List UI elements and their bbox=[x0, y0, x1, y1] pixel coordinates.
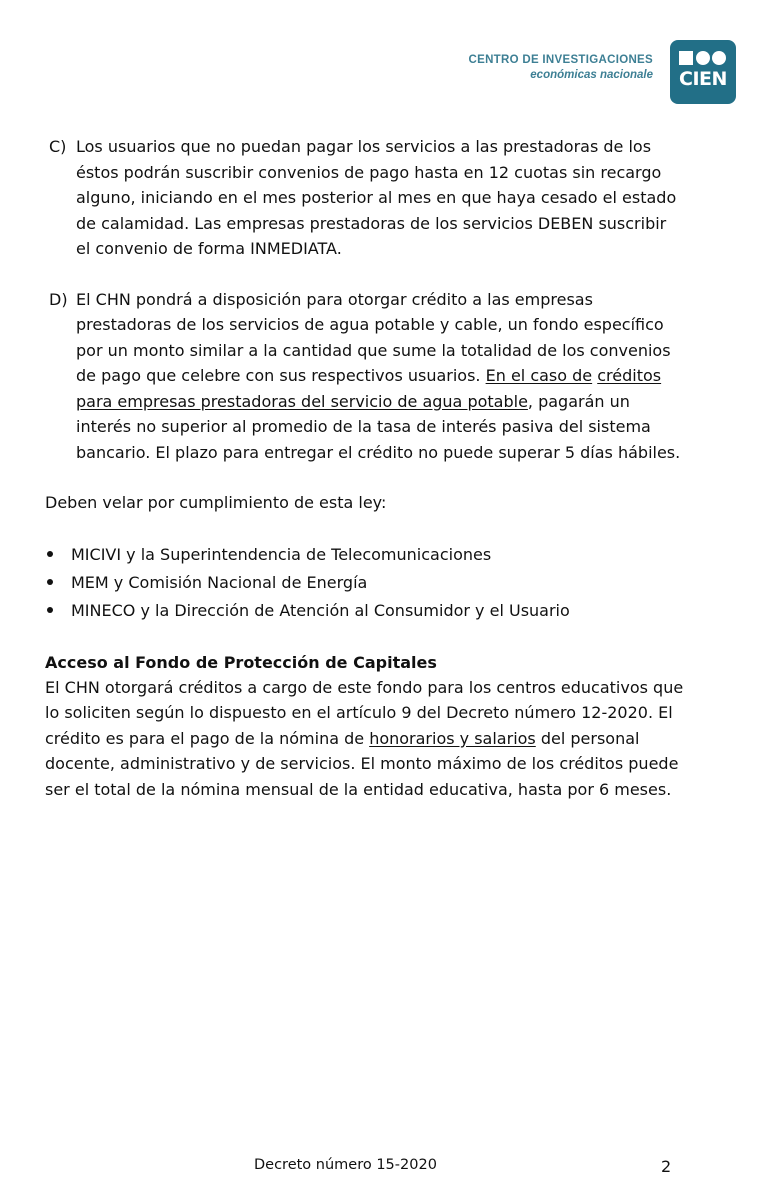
paragraph-part: El CHN otorgará créditos a cargo de este fondo para los centros educativos que lo soliciten según lo dispuesto en el artículo 9 del Decreto número 12-2020. El crédito es para el pago de la nómina de bbox=[45, 677, 684, 748]
item-text-part: El CHN pondrá a disposición para otorgar crédito a las empresas prestadoras de los servicios de agua potable y cable, un fondo específico por un monto similar a la cantidad que sume la totalidad de los convenios de pago que celebre con sus respectivos usuarios. bbox=[76, 289, 671, 385]
footer-title: Decreto número 15-2020 bbox=[254, 1157, 437, 1173]
logo-text: CIEN bbox=[679, 68, 727, 90]
list-item-c bbox=[45, 134, 685, 262]
paragraph-part: del personal docente, administrativo y de servicios. El monto máximo de los créditos puede ser el total de la nómina mensual de la entidad educativa, hasta por 6 meses. bbox=[45, 728, 679, 799]
list-item bbox=[45, 569, 685, 597]
underlined-text: créditos para empresas prestadoras del servicio de agua potable bbox=[76, 366, 662, 411]
organization-name-line1: CENTRO DE INVESTIGACIONES bbox=[468, 54, 653, 66]
organization-name-line2: económicas nacionale bbox=[530, 69, 653, 81]
page-header bbox=[0, 40, 765, 110]
bullet-icon bbox=[47, 607, 53, 613]
item-text: Los usuarios que no puedan pagar los servicios a las prestadoras de los éstos podrán suscribir convenios de pago hasta en 12 cuotas sin recargo alguno, iniciando en el mes posterior al mes en que haya cesado el estado de calamidad. Las empresas prestadoras de los servicios DEBEN suscribir el convenio de forma INMEDIATA. bbox=[76, 137, 677, 258]
item-letter: D) bbox=[49, 289, 68, 309]
compliance-list bbox=[45, 541, 685, 625]
item-letter: C) bbox=[49, 137, 67, 156]
logo-symbol-icon bbox=[679, 51, 727, 65]
bullet-icon bbox=[47, 551, 53, 557]
underlined-text: honorarios y salarios bbox=[369, 728, 536, 748]
item-text bbox=[76, 287, 685, 466]
compliance-intro: Deben velar por cumplimiento de esta ley: bbox=[45, 493, 387, 512]
cien-logo bbox=[670, 40, 736, 104]
list-item bbox=[45, 541, 685, 569]
list-item-text: MINECO y la Dirección de Atención al Consumidor y el Usuario bbox=[71, 600, 570, 620]
bullet-icon bbox=[47, 579, 53, 585]
list-item-d bbox=[45, 287, 685, 466]
section-paragraph bbox=[45, 675, 685, 803]
list-item-text: MEM y Comisión Nacional de Energía bbox=[71, 572, 368, 592]
organization-name bbox=[469, 52, 654, 83]
page-number: 2 bbox=[661, 1157, 672, 1176]
document-body bbox=[45, 134, 685, 802]
list-item-text: MICIVI y la Superintendencia de Telecomunicaciones bbox=[71, 544, 492, 564]
list-item bbox=[45, 597, 685, 625]
underlined-text: En el caso de bbox=[485, 366, 593, 385]
section-heading: Acceso al Fondo de Protección de Capitales bbox=[45, 652, 437, 672]
item-text-part: , pagarán un interés no superior al promedio de la tasa de interés pasiva del sistema bancario. El plazo para entregar el crédito no puede superar 5 días hábiles. bbox=[76, 391, 681, 462]
